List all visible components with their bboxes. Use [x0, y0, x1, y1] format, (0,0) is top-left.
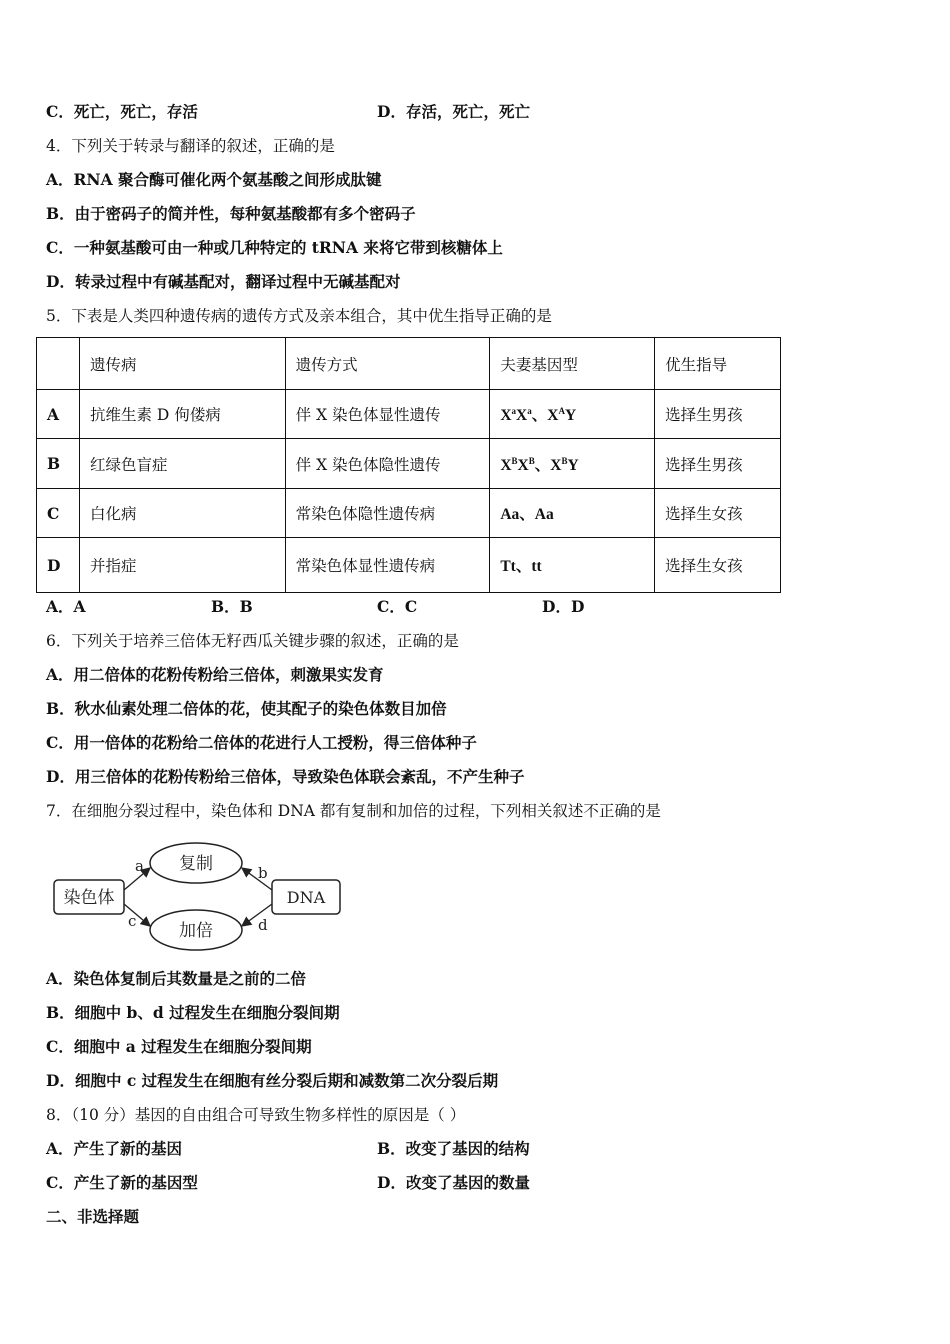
q3-option-d: D．存活，死亡，死亡: [377, 102, 530, 121]
q6-option-b: B．秋水仙素处理二倍体的花，使其配子的染色体数目加倍: [46, 699, 447, 718]
cell-mode: 常染色体隐性遗传病: [285, 489, 490, 538]
q7-stem: 7．在细胞分裂过程中，染色体和 DNA 都有复制和加倍的过程，下列相关叙述不正确的是: [46, 802, 661, 820]
q6-option-d: D．用三倍体的花粉传粉给三倍体，导致染色体联会紊乱，不产生种子: [46, 767, 525, 786]
q7-option-a: A．染色体复制后其数量是之前的二倍: [46, 969, 307, 988]
cell-disease: 红绿色盲症: [79, 439, 285, 489]
section-heading: 二、非选择题: [46, 1207, 140, 1226]
q4-option-a: A．RNA 聚合酶可催化两个氨基酸之间形成肽键: [46, 170, 382, 189]
row-label: C: [37, 489, 80, 538]
cell-mode: 伴 X 染色体隐性遗传: [285, 439, 490, 489]
cell-mode: 常染色体显性遗传病: [285, 538, 490, 593]
cell-disease: 白化病: [79, 489, 285, 538]
q6-stem: 6．下列关于培养三倍体无籽西瓜关键步骤的叙述，正确的是: [46, 632, 459, 650]
cell-advice: 选择生女孩: [655, 538, 781, 593]
q8-option-b: B．改变了基因的结构: [377, 1139, 530, 1158]
q6-option-c: C．用一倍体的花粉给二倍体的花进行人工授粉，得三倍体种子: [46, 733, 477, 752]
genetic-disease-table: [36, 337, 781, 593]
q6-option-a: A．用二倍体的花粉传粉给三倍体，刺激果实发育: [46, 665, 384, 684]
label-b: b: [258, 864, 268, 882]
q3-option-c: C．死亡，死亡，存活: [46, 102, 198, 121]
q7-option-b: B．细胞中 b、d 过程发生在细胞分裂间期: [46, 1003, 340, 1022]
q5-option-c: C．C: [377, 597, 418, 616]
label-d: d: [258, 916, 268, 934]
q4-stem: 4．下列关于转录与翻译的叙述，正确的是: [46, 137, 335, 155]
cell-genotype: $X^aX^a$、$X^AY$: [490, 390, 655, 439]
chromosome-label: 染色体: [63, 888, 115, 908]
q5-option-d: D．D: [542, 597, 585, 616]
q4-option-c: C．一种氨基酸可由一种或几种特定的 tRNA 来将它带到核糖体上: [46, 238, 503, 257]
q4-option-b: B．由于密码子的简并性，每种氨基酸都有多个密码子: [46, 204, 416, 223]
table-header-row: [37, 338, 781, 390]
header-disease: 遗传病: [79, 338, 285, 390]
chromosome-dna-diagram: [50, 838, 350, 956]
table-row: [37, 439, 781, 489]
cell-advice: 选择生男孩: [655, 390, 781, 439]
q5-stem: 5．下表是人类四种遗传病的遗传方式及亲本组合，其中优生指导正确的是: [46, 307, 552, 325]
table-row: [37, 390, 781, 439]
cell-advice: 选择生女孩: [655, 489, 781, 538]
q4-option-d: D．转录过程中有碱基配对，翻译过程中无碱基配对: [46, 272, 401, 291]
q8-stem: 8．（10 分）基因的自由组合可导致生物多样性的原因是（ ）: [46, 1106, 466, 1124]
cell-genotype: Aa、Aa: [490, 489, 655, 538]
doubling-label: 加倍: [179, 921, 213, 941]
cell-mode: 伴 X 染色体显性遗传: [285, 390, 490, 439]
row-label: B: [37, 439, 80, 489]
cell-disease: 并指症: [79, 538, 285, 593]
header-mode: 遗传方式: [285, 338, 490, 390]
cell-advice: 选择生男孩: [655, 439, 781, 489]
header-genotype: 夫妻基因型: [490, 338, 655, 390]
row-label: A: [37, 390, 80, 439]
q7-option-c: C．细胞中 a 过程发生在细胞分裂间期: [46, 1037, 312, 1056]
table-corner-cell: [37, 338, 80, 390]
q8-option-d: D．改变了基因的数量: [377, 1173, 530, 1192]
q8-option-a: A．产生了新的基因: [46, 1139, 183, 1158]
q8-option-c: C．产生了新的基因型: [46, 1173, 198, 1192]
q5-option-b: B．B: [211, 597, 253, 616]
header-advice: 优生指导: [655, 338, 781, 390]
cell-genotype: Tt、tt: [490, 538, 655, 593]
label-a: a: [135, 857, 144, 875]
row-label: D: [37, 538, 80, 593]
table-row: [37, 489, 781, 538]
cell-genotype: $X^BX^B$、$X^BY$: [490, 439, 655, 489]
replication-label: 复制: [179, 854, 213, 874]
cell-disease: 抗维生素 D 佝偻病: [79, 390, 285, 439]
dna-label: DNA: [286, 888, 326, 907]
q7-option-d: D．细胞中 c 过程发生在细胞有丝分裂后期和减数第二次分裂后期: [46, 1071, 499, 1090]
table-row: [37, 538, 781, 593]
label-c: c: [128, 912, 137, 930]
q5-option-a: A．A: [46, 597, 86, 616]
